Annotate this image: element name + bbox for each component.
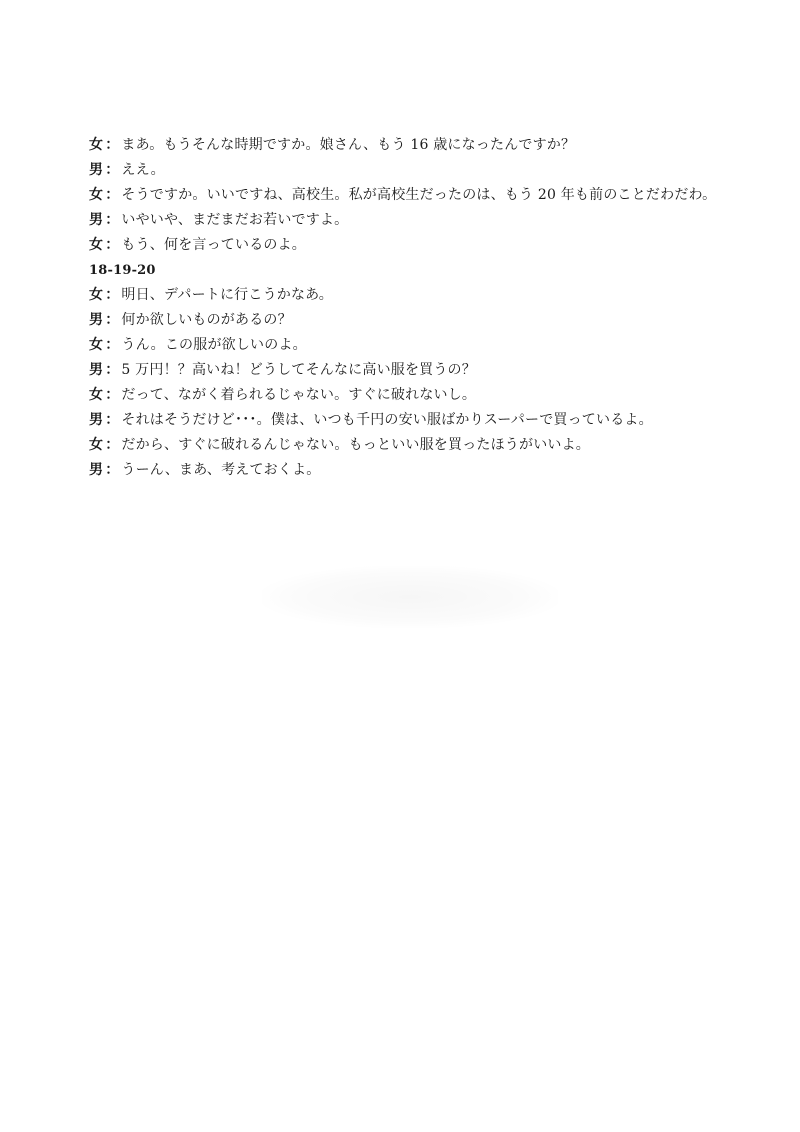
utterance-text: それはそうだけど･･･。僕は、いつも千円の安い服ばかりスーパーで買っているよ。 — [121, 412, 653, 428]
utterance-text: まあ。もうそんな時期ですか。娘さん、もう 16 歳になったんですか？ — [121, 137, 576, 153]
utterance-text: 明日、デパートに行こうかなあ。 — [121, 287, 334, 303]
utterance-text: うーん、まあ、考えておくよ。 — [121, 462, 321, 478]
speaker-separator: ： — [105, 162, 120, 178]
dialogue-line — [89, 383, 729, 408]
utterance-text: うん。この服が欲しいのよ。 — [121, 337, 307, 353]
speaker-label: 女 — [89, 437, 104, 453]
speaker-label: 男 — [89, 312, 104, 328]
utterance-text: いやいや、まだまだお若いですよ。 — [121, 212, 349, 228]
speaker-label: 男 — [89, 212, 104, 228]
dialogue-line — [89, 308, 729, 333]
speaker-separator: ： — [105, 287, 120, 303]
utterance-text: もう、何を言っているのよ。 — [121, 237, 307, 253]
dialogue-line — [89, 358, 729, 383]
speaker-separator: ： — [105, 387, 120, 403]
speaker-label: 女 — [89, 137, 104, 153]
speaker-separator: ： — [105, 362, 120, 378]
speaker-separator: ： — [105, 337, 120, 353]
speaker-label: 女 — [89, 287, 104, 303]
speaker-label: 女 — [89, 337, 104, 353]
speaker-separator: ： — [105, 437, 120, 453]
dialogue-transcript — [89, 133, 729, 483]
utterance-text: だって、ながく着られるじゃない。すぐに破れないし。 — [121, 387, 477, 403]
speaker-label: 女 — [89, 387, 104, 403]
speaker-label: 男 — [89, 412, 104, 428]
utterance-text: 5 万円！？高いね！どうしてそんなに高い服を買うの？ — [121, 362, 476, 378]
dialogue-line — [89, 208, 729, 233]
dialogue-line — [89, 233, 729, 258]
speaker-separator: ： — [105, 462, 120, 478]
section-number-label: 18-19-20 — [89, 263, 156, 278]
scan-smudge — [262, 566, 558, 628]
speaker-separator: ： — [105, 412, 120, 428]
utterance-text: だから、すぐに破れるんじゃない。もっといい服を買ったほうがいいよ。 — [121, 437, 591, 453]
speaker-label: 男 — [89, 462, 104, 478]
speaker-label: 女 — [89, 187, 104, 203]
utterance-text: 何か欲しいものがあるの？ — [121, 312, 292, 328]
dialogue-line — [89, 408, 729, 433]
speaker-label: 女 — [89, 237, 104, 253]
dialogue-line — [89, 433, 729, 458]
utterance-text: ええ。 — [121, 162, 165, 178]
section-number — [89, 258, 729, 283]
speaker-separator: ： — [105, 137, 120, 153]
speaker-separator: ： — [105, 187, 120, 203]
speaker-separator: ： — [105, 312, 120, 328]
dialogue-line — [89, 183, 729, 208]
utterance-text: そうですか。いいですね、高校生。私が高校生だったのは、もう 20 年も前のことだわだわ。 — [121, 187, 717, 203]
dialogue-line — [89, 458, 729, 483]
speaker-label: 男 — [89, 362, 104, 378]
dialogue-line — [89, 283, 729, 308]
dialogue-line — [89, 158, 729, 183]
dialogue-line — [89, 133, 729, 158]
speaker-separator: ： — [105, 212, 120, 228]
speaker-label: 男 — [89, 162, 104, 178]
dialogue-line — [89, 333, 729, 358]
speaker-separator: ： — [105, 237, 120, 253]
